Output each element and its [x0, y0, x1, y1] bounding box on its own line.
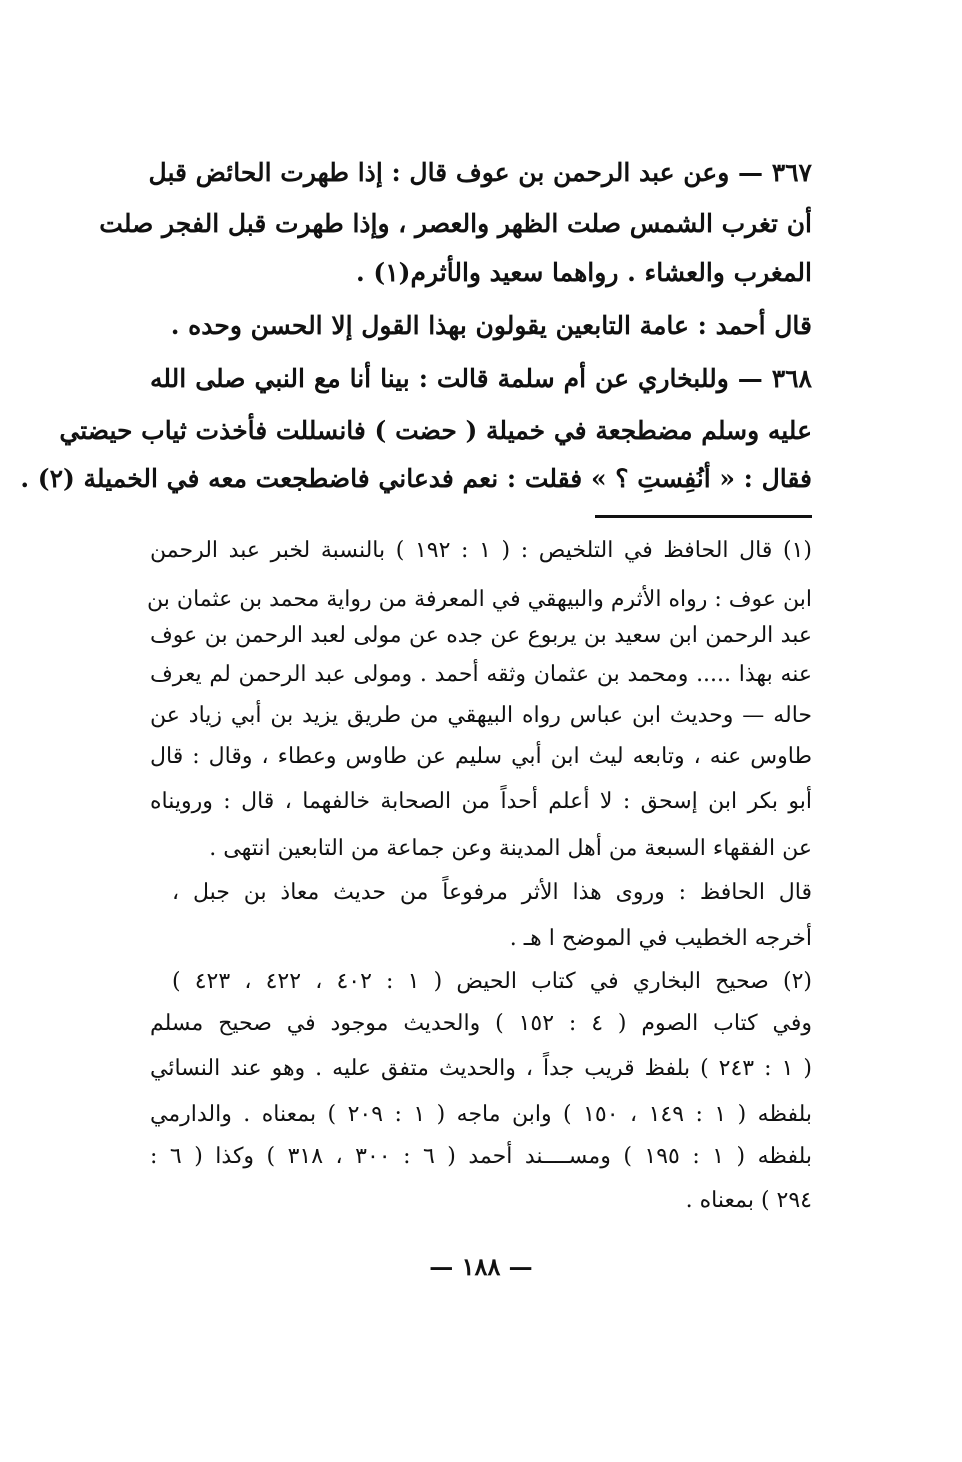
footnote-1-line-8: عن الفقهاء السبعة من أهل المدينة وعن جماعة من التابعين انتهى . [209, 836, 812, 861]
hadith-367-line-1: ٣٦٧ — وعن عبد الرحمن بن عوف قال : إذا طهرت الحائض قبل [148, 158, 812, 187]
footnote-2-line-4: بلفظه ( ١ : ١٤٩ ، ١٥٠ ) وابن ماجه ( ١ : ٢٠٩ ) بمعناه . والدارمي [150, 1102, 813, 1127]
hadith-367-line-3: المغرب والعشاء . رواهما سعيد والأثرم(١) . [355, 258, 812, 287]
footnote-1-line-1: (١) قال الحافظ في التلخيص : ( ١ : ١٩٢ ) بالنسبة لخبر عبد الرحمن [150, 538, 812, 563]
hadith-368-line-3: فقال : « أنُفِستِ ؟ » فقلت : نعم فدعاني فاضطجعت معه في الخميلة (٢) . [20, 464, 812, 493]
footnote-2-line-3: ( ١ : ٢٤٣ ) بلفظ قريب جداً ، والحديث متفق عليه . وهو عند النسائي [150, 1056, 812, 1081]
hadith-368-line-2: عليه وسلم مضطجعة في خميلة ( حضت ) فانسللت فأخذت ثياب حيضتي [59, 416, 812, 445]
footnote-1-cont-line-1: قال الحافظ : وروى هذا الأثر مرفوعاً من حديث معاذ بن جبل ، [172, 880, 812, 905]
footnote-2-line-1: (٢) صحيح البخاري في كتاب الحيض ( ١ : ٤٠٢ ، ٤٢٢ ، ٤٢٣ ) [172, 969, 812, 994]
footnote-1-line-2: ابن عوف : رواه الأثرم والبيهقي في المعرفة من رواية محمد بن عثمان بن [147, 587, 812, 612]
footnote-2-line-5: بلفظه ( ١ : ١٩٥ ) ومســــند أحمد ( ٦ : ٣٠٠ ، ٣١٨ ) وكذا ( ٦ : [150, 1144, 812, 1169]
hadith-367-line-2: أن تغرب الشمس صلت الظهر والعصر ، وإذا طهرت قبل الفجر صلت [99, 209, 812, 238]
page-number: — ١٨٨ — [429, 1252, 533, 1281]
footnote-1-line-3: عبد الرحمن ابن سعيد بن يربوع عن جده عن مولى لعبد الرحمن بن عوف [150, 623, 812, 648]
footnote-2-line-2: وفي كتاب الصوم ( ٤ : ١٥٢ ) والحديث موجود في صحيح مسلم [150, 1011, 812, 1036]
hadith-368-line-1: ٣٦٨ — وللبخاري عن أم سلمة قالت : بينا أنا مع النبي صلى الله [150, 364, 812, 393]
footnote-1-line-4: عنه بهذا ..... ومحمد بن عثمان وثقه أحمد . ومولى عبد الرحمن لم يعرف [150, 662, 812, 687]
footnote-separator [595, 515, 812, 518]
footnote-1-line-5: حاله — وحديث ابن عباس رواه البيهقي من طريق يزيد بن أبي زياد عن [150, 703, 812, 728]
ahmad-quote: قال أحمد : عامة التابعين يقولون بهذا القول إلا الحسن وحده . [170, 311, 812, 340]
footnote-1-cont-line-2: أخرجه الخطيب في الموضح ا هـ . [509, 926, 812, 951]
footnote-1-line-7: أبو بكر ابن إسحق : لا أعلم أحداً من الصحابة خالفهما ، قال : ورويناه [150, 789, 812, 814]
footnote-1-line-6: طاوس عنه ، وتابعه ليث ابن أبي سليم عن طاوس وعطاء ، وقال : قال [150, 744, 812, 769]
footnote-2-line-6: ٢٩٤ ) بمعناه . [685, 1188, 812, 1213]
